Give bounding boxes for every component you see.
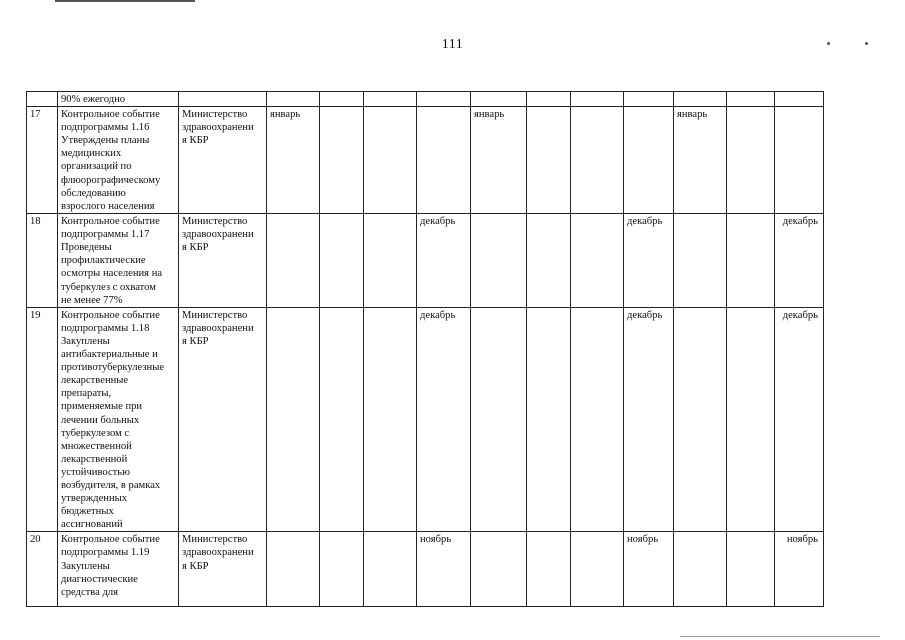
event-cell — [58, 532, 179, 607]
month-cell — [727, 107, 775, 214]
event-text-line: препараты, — [61, 388, 112, 400]
month-cell — [267, 107, 320, 214]
month-value: ноябрь — [786, 534, 818, 546]
row-number-cell — [27, 107, 58, 214]
executor-cell — [179, 214, 267, 308]
month-value: январь — [677, 109, 708, 121]
event-cell — [58, 307, 179, 532]
event-text-line: Закуплены — [61, 335, 110, 347]
month-cell — [417, 107, 471, 214]
month-value: декабрь — [420, 309, 456, 321]
month-cell — [674, 307, 727, 532]
month-cell — [471, 532, 527, 607]
event-text-line: Контрольное событие — [61, 534, 160, 546]
month-cell — [571, 532, 624, 607]
month-value: декабрь — [782, 309, 818, 321]
executor-text-line: здравоохранени — [182, 547, 254, 559]
event-text-line: Проведены — [61, 242, 112, 254]
event-text-line: флюорографическому — [61, 174, 161, 186]
executor-text-line: Министерство — [182, 109, 248, 121]
month-cell — [527, 532, 571, 607]
event-text-line: подпрограммы 1.19 — [61, 547, 150, 559]
month-cell — [674, 107, 727, 214]
executor-text-line: я КБР — [182, 242, 209, 254]
executor-text-line: Министерство — [182, 309, 248, 321]
event-text-line: применяемые при — [61, 401, 143, 413]
executor-text-line: я КБР — [182, 560, 209, 572]
executor-text-line: Министерство — [182, 534, 248, 546]
month-cell — [674, 532, 727, 607]
executor-text-line: здравоохранени — [182, 322, 254, 334]
month-cell — [674, 92, 727, 107]
event-text-line: возбудителя, в рамках — [61, 479, 161, 491]
month-cell — [775, 92, 824, 107]
table-row-partial — [27, 92, 824, 107]
month-value: январь — [270, 109, 301, 121]
month-cell — [624, 532, 674, 607]
executor-text-line: Министерство — [182, 216, 248, 228]
month-cell — [417, 532, 471, 607]
month-cell — [571, 107, 624, 214]
row-number-cell — [27, 307, 58, 532]
month-cell — [471, 214, 527, 308]
month-cell — [320, 307, 364, 532]
month-value: декабрь — [782, 216, 818, 228]
schedule-table — [26, 91, 824, 607]
month-cell — [775, 532, 824, 607]
event-text-line: Контрольное событие — [61, 309, 160, 321]
event-text-line: противотуберкулезные — [61, 362, 165, 374]
executor-text-line: я КБР — [182, 335, 209, 347]
month-value: январь — [474, 109, 505, 121]
event-text-line: организаций по — [61, 161, 132, 173]
event-cell — [58, 214, 179, 308]
month-value: декабрь — [420, 216, 456, 228]
month-cell — [674, 214, 727, 308]
month-cell — [417, 214, 471, 308]
event-text-line: туберкулез с охватом — [61, 281, 156, 293]
month-cell — [320, 107, 364, 214]
row-number: 18 — [30, 216, 41, 228]
event-text-line: профилактические — [61, 255, 146, 267]
schedule-table-container — [26, 91, 824, 607]
month-cell — [624, 307, 674, 532]
month-cell — [364, 92, 417, 107]
event-text-line: лекарственной — [61, 453, 128, 465]
month-cell — [364, 307, 417, 532]
month-value: декабрь — [627, 309, 663, 321]
month-cell — [775, 107, 824, 214]
month-cell — [471, 307, 527, 532]
row-number-cell — [27, 92, 58, 107]
month-cell — [727, 307, 775, 532]
month-cell — [527, 214, 571, 308]
month-cell — [471, 92, 527, 107]
event-text-line: туберкулезом с — [61, 427, 130, 439]
event-text-line: подпрограммы 1.18 — [61, 322, 150, 334]
month-cell — [727, 214, 775, 308]
month-cell — [775, 214, 824, 308]
month-cell — [527, 107, 571, 214]
event-text-line: средства для — [61, 586, 119, 598]
month-cell — [267, 532, 320, 607]
executor-cell — [179, 107, 267, 214]
executor-text-line: здравоохранени — [182, 229, 254, 241]
month-cell — [527, 92, 571, 107]
month-cell — [571, 214, 624, 308]
scan-artifact-line — [680, 636, 880, 637]
month-cell — [267, 92, 320, 107]
executor-text-line: я КБР — [182, 135, 209, 147]
event-text-line: медицинских — [61, 148, 122, 160]
month-cell — [624, 92, 674, 107]
month-cell — [320, 92, 364, 107]
event-text-line: осмотры населения на — [61, 268, 163, 280]
month-cell — [267, 307, 320, 532]
month-cell — [527, 307, 571, 532]
event-cell — [58, 92, 179, 107]
executor-cell — [179, 307, 267, 532]
table-row — [27, 532, 824, 607]
event-text-line: не менее 77% — [61, 294, 123, 306]
month-value: декабрь — [627, 216, 663, 228]
event-cell — [58, 107, 179, 214]
row-number: 20 — [30, 534, 41, 546]
month-cell — [624, 214, 674, 308]
event-text-line: лечении больных — [61, 414, 140, 426]
event-text-line: Утверждены планы — [61, 135, 150, 147]
event-text-line: утвержденных — [61, 493, 128, 505]
executor-cell — [179, 532, 267, 607]
event-text-line: взрослого населения — [61, 200, 155, 212]
month-cell — [727, 532, 775, 607]
row-number-cell — [27, 532, 58, 607]
month-cell — [471, 107, 527, 214]
month-cell — [624, 107, 674, 214]
month-cell — [320, 214, 364, 308]
event-text-line: Закуплены — [61, 560, 110, 572]
month-cell — [727, 92, 775, 107]
event-text-line: лекарственные — [61, 375, 129, 387]
month-cell — [267, 214, 320, 308]
executor-text-line: здравоохранени — [182, 122, 254, 134]
executor-cell — [179, 92, 267, 107]
month-cell — [364, 532, 417, 607]
month-cell — [320, 532, 364, 607]
month-value: ноябрь — [627, 534, 659, 546]
month-cell — [417, 92, 471, 107]
scan-artifact-line — [55, 0, 195, 2]
event-text-line: диагностические — [61, 573, 138, 585]
schedule-table-body — [27, 92, 824, 607]
month-cell — [417, 307, 471, 532]
table-row — [27, 107, 824, 214]
month-cell — [775, 307, 824, 532]
table-row — [27, 307, 824, 532]
month-cell — [571, 307, 624, 532]
month-cell — [364, 107, 417, 214]
event-text-line: обследованию — [61, 187, 126, 199]
event-text-line: подпрограммы 1.17 — [61, 229, 150, 241]
row-number: 19 — [30, 309, 41, 321]
event-text-line: Контрольное событие — [61, 216, 160, 228]
event-text-line: бюджетных — [61, 506, 114, 518]
row-number: 17 — [30, 109, 41, 121]
event-text-line: множественной — [61, 440, 132, 452]
event-text: 90% ежегодно — [61, 94, 126, 105]
month-cell — [364, 214, 417, 308]
event-text-line: антибактериальные и — [61, 349, 158, 361]
month-value: ноябрь — [420, 534, 452, 546]
event-text-line: Контрольное событие — [61, 109, 160, 121]
event-text-line: устойчивостью — [61, 466, 131, 478]
event-text-line: подпрограммы 1.16 — [61, 122, 150, 134]
table-row — [27, 214, 824, 308]
page-number: 111 — [441, 37, 464, 52]
event-text-line: ассигнований — [61, 519, 123, 531]
row-number-cell — [27, 214, 58, 308]
month-cell — [571, 92, 624, 107]
